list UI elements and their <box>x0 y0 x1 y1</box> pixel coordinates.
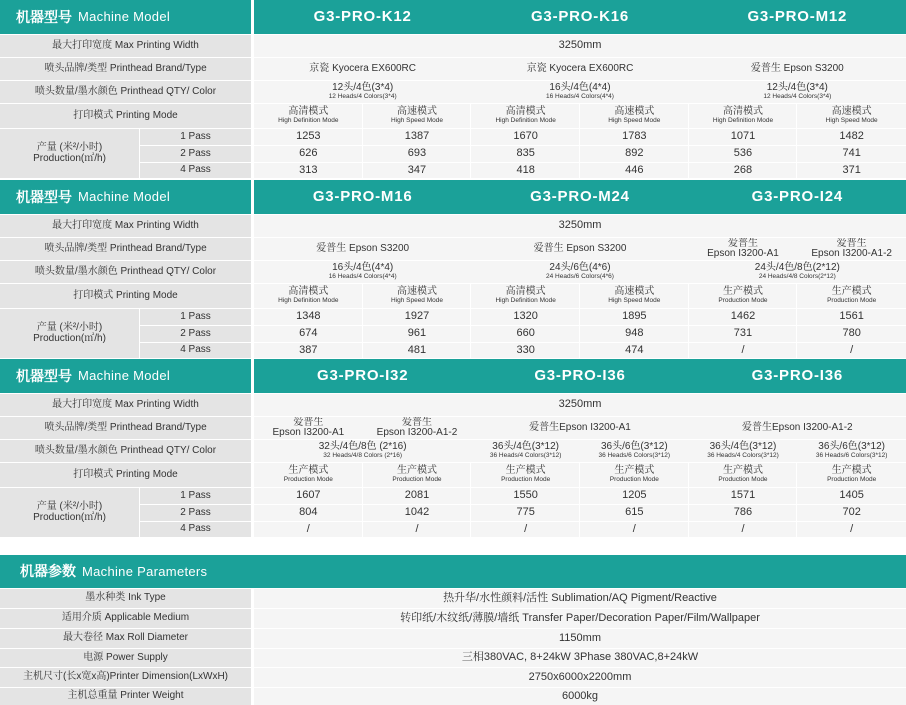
label-production <box>0 129 139 178</box>
machine-model-header <box>0 180 251 214</box>
column-divider <box>688 463 689 537</box>
brand-text: 爱普生 Epson S3200 <box>316 242 410 254</box>
printing-mode-value <box>797 104 906 128</box>
column-divider <box>796 284 797 358</box>
production-value: 536 <box>689 146 798 162</box>
machine-model-cn: 机器型号 <box>16 8 72 25</box>
production-value: / <box>471 522 580 537</box>
mode-text-en: Production Mode <box>283 476 333 484</box>
mode-text: 高速模式 <box>614 105 655 117</box>
printhead-qty-value <box>797 440 906 462</box>
brand-text: 爱普生 Epson S3200 <box>533 242 627 254</box>
mode-text-en: Production Mode <box>827 297 877 305</box>
column-divider <box>470 463 471 537</box>
brand-text: 爱普生 <box>401 417 432 428</box>
mode-text: 高速模式 <box>831 105 872 117</box>
production-value: 1462 <box>689 309 798 325</box>
model-name: G3-PRO-I32 <box>254 359 471 393</box>
printing-mode-value <box>580 104 689 128</box>
label-production-en: Production(㎡/h) <box>33 511 106 523</box>
production-value: 371 <box>797 163 906 178</box>
production-value: 780 <box>797 326 906 342</box>
label-max-width: 最大打印宽度 Max Printing Width <box>0 35 251 57</box>
printing-mode-value <box>254 463 363 487</box>
mode-text: 高速模式 <box>396 105 437 117</box>
column-divider <box>796 463 797 537</box>
brand-text: 爱普生 <box>293 417 324 428</box>
production-value: 1042 <box>363 505 472 521</box>
param-value: 三相380VAC, 8+24kW 3Phase 380VAC,8+24kW <box>254 649 906 667</box>
printhead-brand-value <box>254 58 471 80</box>
qty-text-en: 36 Heads/6 Colors(3*12) <box>815 452 888 460</box>
qty-text-en: 12 Heads/4 Colors(3*4) <box>328 93 397 101</box>
printhead-brand-value <box>254 238 471 260</box>
label-max-width: 最大打印宽度 Max Printing Width <box>0 215 251 237</box>
brand-text: 爱普生Epson I3200-A1-2 <box>742 421 853 433</box>
brand-text: 爱普生 <box>727 238 758 249</box>
qty-text: 24头/4色/8色(2*12) <box>754 261 840 273</box>
column-divider <box>470 104 471 178</box>
printhead-qty-value <box>689 81 906 103</box>
printing-mode-value <box>689 104 798 128</box>
mode-text: 高清模式 <box>505 105 546 117</box>
mode-text: 生产模式 <box>614 464 655 476</box>
machine-model-en: Machine Model <box>78 189 171 205</box>
column-divider <box>688 104 689 178</box>
mode-text: 高清模式 <box>288 105 329 117</box>
mode-text-en: High Definition Mode <box>278 117 339 125</box>
label-pass-2: 2 Pass <box>140 146 251 162</box>
column-divider <box>362 463 363 537</box>
mode-text-en: High Definition Mode <box>495 117 556 125</box>
production-value: 948 <box>580 326 689 342</box>
printing-mode-value <box>580 284 689 308</box>
column-divider <box>470 284 471 358</box>
param-value: 转印纸/木纹纸/薄膜/墙纸 Transfer Paper/Decoration Paper/Film/Wallpaper <box>254 609 906 628</box>
production-value: / <box>689 522 798 537</box>
label-production-en: Production(㎡/h) <box>33 152 106 164</box>
production-value: 731 <box>689 326 798 342</box>
brand-text-line2: Epson I3200-A1-2 <box>376 427 458 438</box>
label-production <box>0 309 139 358</box>
label-pass-1: 1 Pass <box>140 488 251 504</box>
production-value: 474 <box>580 343 689 358</box>
printhead-brand-value <box>471 238 688 260</box>
machine-model-header <box>0 0 251 34</box>
label-production-cn: 产量 (米²/小时) <box>36 322 103 333</box>
production-value: 1550 <box>471 488 580 504</box>
printing-mode-value <box>689 284 798 308</box>
printhead-qty-value <box>254 81 471 103</box>
mode-text: 高清模式 <box>288 285 329 297</box>
mode-text: 高速模式 <box>614 285 655 297</box>
production-value: 1482 <box>797 129 906 145</box>
param-label: 主机总重量 Printer Weight <box>0 688 251 705</box>
production-value: 741 <box>797 146 906 162</box>
mode-text-en: High Speed Mode <box>390 297 443 305</box>
label-pass-2: 2 Pass <box>140 505 251 521</box>
qty-text: 12头/4色(3*4) <box>332 81 394 93</box>
max-width-value: 3250mm <box>254 394 906 416</box>
mode-text-en: High Speed Mode <box>608 297 661 305</box>
qty-text-en: 36 Heads/4 Colors(3*12) <box>707 452 779 460</box>
production-value: 775 <box>471 505 580 521</box>
mode-text: 高清模式 <box>505 285 546 297</box>
production-value: / <box>797 343 906 358</box>
production-value: / <box>689 343 798 358</box>
label-pass-1: 1 Pass <box>140 129 251 145</box>
column-divider <box>579 284 580 358</box>
param-label: 墨水种类 Ink Type <box>0 589 251 608</box>
production-value: / <box>363 522 472 537</box>
mode-text-en: Production Mode <box>718 297 768 305</box>
column-divider <box>579 104 580 178</box>
label-pass-4: 4 Pass <box>140 343 251 358</box>
printing-mode-value <box>797 463 906 487</box>
production-value: / <box>580 522 689 537</box>
printhead-qty-value <box>689 440 798 462</box>
printing-mode-value <box>363 284 472 308</box>
label-pass-4: 4 Pass <box>140 163 251 178</box>
label-printhead-qty: 喷头数量/墨水颜色 Printhead QTY/ Color <box>0 440 251 462</box>
qty-text-en: 36 Heads/4 Colors(3*12) <box>489 452 562 460</box>
qty-text-en: 32 Heads/4/8 Colors (2*16) <box>323 452 403 460</box>
qty-text: 36头/6色(3*12) <box>818 440 885 452</box>
label-max-width: 最大打印宽度 Max Printing Width <box>0 394 251 416</box>
qty-text: 32头/4色/8色 (2*16) <box>318 440 407 452</box>
model-name: G3-PRO-I36 <box>689 359 906 393</box>
model-name: G3-PRO-M24 <box>471 180 688 214</box>
production-value: 347 <box>363 163 472 178</box>
column-divider <box>362 104 363 178</box>
production-value: 1895 <box>580 309 689 325</box>
param-value: 2750x6000x2200mm <box>254 668 906 687</box>
label-printing-mode: 打印模式 Printing Mode <box>0 284 251 308</box>
printing-mode-value <box>580 463 689 487</box>
param-value: 1150mm <box>254 629 906 648</box>
model-name: G3-PRO-K16 <box>471 0 688 34</box>
param-label: 最大卷径 Max Roll Diameter <box>0 629 251 648</box>
machine-parameters-header <box>0 555 906 588</box>
production-value: 892 <box>580 146 689 162</box>
mode-text-en: High Speed Mode <box>608 117 661 125</box>
mode-text: 生产模式 <box>831 464 872 476</box>
production-value: 2081 <box>363 488 472 504</box>
printhead-brand-value <box>471 58 688 80</box>
mode-text-en: High Definition Mode <box>712 117 774 125</box>
printhead-qty-value <box>471 261 688 283</box>
qty-text-en: 24 Heads/6 Colors(4*6) <box>546 273 614 281</box>
label-printhead-qty: 喷头数量/墨水颜色 Printhead QTY/ Color <box>0 261 251 283</box>
production-value: 1927 <box>363 309 472 325</box>
qty-text: 36头/6色(3*12) <box>600 440 668 452</box>
printing-mode-value <box>797 284 906 308</box>
label-printhead-brand: 喷头品牌/类型 Printhead Brand/Type <box>0 417 251 439</box>
production-value: 1071 <box>689 129 798 145</box>
production-value: 1571 <box>689 488 798 504</box>
label-printhead-qty: 喷头数量/墨水颜色 Printhead QTY/ Color <box>0 81 251 103</box>
label-printhead-brand: 喷头品牌/类型 Printhead Brand/Type <box>0 238 251 260</box>
production-value: 446 <box>580 163 689 178</box>
printhead-brand-value <box>363 417 472 439</box>
qty-text: 36头/4色(3*12) <box>709 440 777 452</box>
machine-model-cn: 机器型号 <box>16 367 72 384</box>
production-value: 387 <box>254 343 363 358</box>
production-value: 626 <box>254 146 363 162</box>
printing-mode-value <box>363 463 472 487</box>
mode-text: 生产模式 <box>722 285 763 297</box>
machine-parameters-en: Machine Parameters <box>82 563 208 579</box>
model-name: G3-PRO-I24 <box>689 180 906 214</box>
production-value: 1405 <box>797 488 906 504</box>
mode-text-en: Production Mode <box>827 476 877 484</box>
label-production-cn: 产量 (米²/小时) <box>36 501 103 512</box>
printing-mode-value <box>471 284 580 308</box>
param-value: 热升华/水性颜料/活性 Sublimation/AQ Pigment/Reactive <box>254 589 906 608</box>
production-value: 1561 <box>797 309 906 325</box>
printhead-brand-value <box>797 238 906 260</box>
production-value: 418 <box>471 163 580 178</box>
brand-text-line2: Epson I3200-A1 <box>272 427 345 438</box>
printhead-brand-value <box>471 417 688 439</box>
production-value: 615 <box>580 505 689 521</box>
production-value: 961 <box>363 326 472 342</box>
brand-text-line2: Epson I3200-A1 <box>707 248 779 259</box>
column-divider <box>362 284 363 358</box>
brand-text: 爱普生 Epson S3200 <box>750 62 844 74</box>
printhead-brand-value <box>689 58 906 80</box>
qty-text: 36头/4色(3*12) <box>492 440 559 452</box>
mode-text: 生产模式 <box>722 464 763 476</box>
brand-text: 京瓷 Kyocera EX600RC <box>309 62 417 74</box>
production-value: 660 <box>471 326 580 342</box>
production-value: 674 <box>254 326 363 342</box>
qty-text: 16头/4色(4*4) <box>332 261 394 273</box>
printhead-brand-value <box>689 417 906 439</box>
production-value: 1348 <box>254 309 363 325</box>
printing-mode-value <box>471 104 580 128</box>
qty-text: 24头/6色(4*6) <box>549 261 611 273</box>
printhead-qty-value <box>580 440 689 462</box>
brand-text: 爱普生 <box>836 238 867 249</box>
machine-model-en: Machine Model <box>78 9 171 25</box>
mode-text: 高清模式 <box>722 105 763 117</box>
machine-model-en: Machine Model <box>78 368 171 384</box>
brand-text-line2: Epson I3200-A1-2 <box>811 248 892 259</box>
production-value: 1387 <box>363 129 472 145</box>
qty-text: 12头/4色(3*4) <box>766 81 828 93</box>
production-value: 835 <box>471 146 580 162</box>
column-divider <box>688 284 689 358</box>
printing-mode-value <box>471 463 580 487</box>
mode-text-en: Production Mode <box>501 476 551 484</box>
param-label: 主机尺寸(长x宽x高)Printer Dimension(LxWxH) <box>0 668 251 687</box>
production-value: 1783 <box>580 129 689 145</box>
production-value: / <box>254 522 363 537</box>
mode-text-en: High Speed Mode <box>390 117 443 125</box>
qty-text-en: 36 Heads/6 Colors(3*12) <box>598 452 671 460</box>
production-value: / <box>797 522 906 537</box>
mode-text-en: Production Mode <box>718 476 768 484</box>
model-name: G3-PRO-K12 <box>254 0 471 34</box>
model-name: G3-PRO-I36 <box>471 359 688 393</box>
mode-text: 生产模式 <box>831 285 872 297</box>
label-production <box>0 488 139 537</box>
mode-text-en: High Definition Mode <box>278 297 339 305</box>
qty-text-en: 16 Heads/4 Colors(4*4) <box>328 273 397 281</box>
max-width-value: 3250mm <box>254 215 906 237</box>
param-label: 适用介质 Applicable Medium <box>0 609 251 628</box>
qty-text: 16头/4色(4*4) <box>549 81 611 93</box>
qty-text-en: 12 Heads/4 Colors(3*4) <box>763 93 832 101</box>
printhead-qty-value <box>471 81 688 103</box>
brand-text: 爱普生Epson I3200-A1 <box>529 421 631 433</box>
production-value: 1320 <box>471 309 580 325</box>
brand-text: 京瓷 Kyocera EX600RC <box>526 62 634 74</box>
mode-text: 生产模式 <box>505 464 546 476</box>
production-value: 1205 <box>580 488 689 504</box>
printing-mode-value <box>689 463 798 487</box>
label-printhead-brand: 喷头品牌/类型 Printhead Brand/Type <box>0 58 251 80</box>
qty-text-en: 16 Heads/4 Colors(4*4) <box>546 93 614 101</box>
production-value: 1607 <box>254 488 363 504</box>
model-name: G3-PRO-M16 <box>254 180 471 214</box>
production-value: 693 <box>363 146 472 162</box>
label-production-cn: 产量 (米²/小时) <box>36 142 103 153</box>
mode-text-en: High Definition Mode <box>495 297 556 305</box>
machine-model-header <box>0 359 251 393</box>
column-divider <box>579 463 580 537</box>
printing-mode-value <box>254 104 363 128</box>
production-value: 481 <box>363 343 472 358</box>
production-value: 1670 <box>471 129 580 145</box>
mode-text-en: Production Mode <box>609 476 659 484</box>
machine-parameters-cn: 机器参数 <box>20 563 76 580</box>
production-value: 804 <box>254 505 363 521</box>
mode-text-en: Production Mode <box>392 476 442 484</box>
label-pass-1: 1 Pass <box>140 309 251 325</box>
production-value: 268 <box>689 163 798 178</box>
param-value: 6000kg <box>254 688 906 705</box>
mode-text: 高速模式 <box>396 285 437 297</box>
production-value: 1253 <box>254 129 363 145</box>
label-production-en: Production(㎡/h) <box>33 332 106 344</box>
printhead-qty-value <box>689 261 906 283</box>
column-divider <box>796 104 797 178</box>
printhead-brand-value <box>254 417 363 439</box>
model-name: G3-PRO-M12 <box>689 0 906 34</box>
printing-mode-value <box>363 104 472 128</box>
qty-text-en: 24 Heads/4/8 Colors(2*12) <box>758 273 836 281</box>
label-pass-4: 4 Pass <box>140 522 251 537</box>
label-printing-mode: 打印模式 Printing Mode <box>0 104 251 128</box>
printing-mode-value <box>254 284 363 308</box>
production-value: 786 <box>689 505 798 521</box>
printhead-brand-value <box>689 238 798 260</box>
printhead-qty-value <box>254 261 471 283</box>
param-label: 电源 Power Supply <box>0 649 251 667</box>
mode-text: 生产模式 <box>396 464 437 476</box>
label-printing-mode: 打印模式 Printing Mode <box>0 463 251 487</box>
mode-text: 生产模式 <box>288 464 329 476</box>
production-value: 702 <box>797 505 906 521</box>
label-pass-2: 2 Pass <box>140 326 251 342</box>
printhead-qty-value <box>254 440 471 462</box>
production-value: 330 <box>471 343 580 358</box>
max-width-value: 3250mm <box>254 35 906 57</box>
machine-model-cn: 机器型号 <box>16 188 72 205</box>
production-value: 313 <box>254 163 363 178</box>
printhead-qty-value <box>471 440 580 462</box>
mode-text-en: High Speed Mode <box>825 117 878 125</box>
